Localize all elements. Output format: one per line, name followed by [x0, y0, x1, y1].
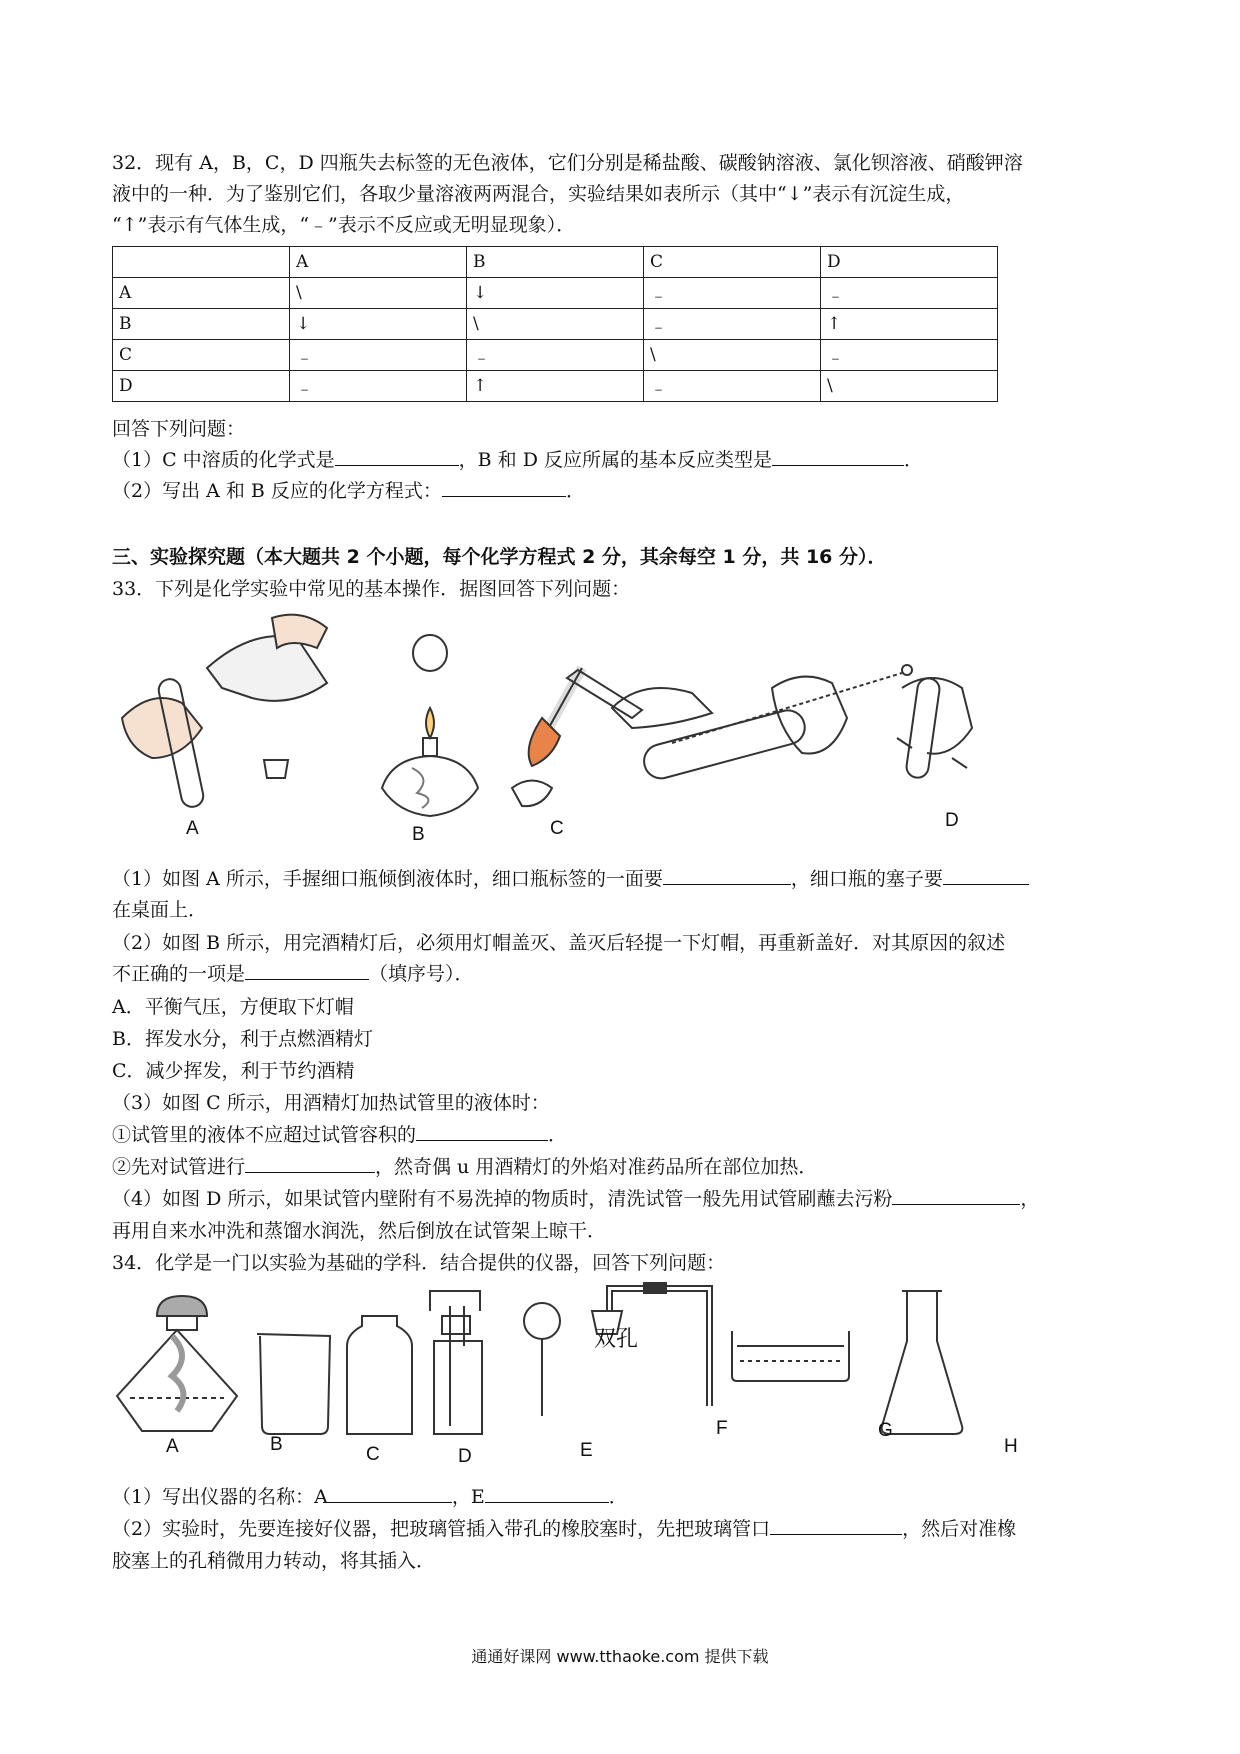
washing-test-tube-illustration — [897, 677, 972, 779]
q33-option-c: C．减少挥发，利于节约酒精 — [112, 1060, 355, 1082]
q33-part1-line2: 在桌面上． — [112, 899, 208, 921]
q34-part2-text-a: （2）实验时，先要连接好仪器，把玻璃管插入带孔的橡胶塞时，先把玻璃管口 — [112, 1518, 771, 1540]
table-cell: \ — [290, 278, 467, 309]
table-cell: \ — [467, 309, 644, 340]
answer-blank[interactable] — [245, 961, 369, 980]
alcohol-lamp-illustration — [382, 635, 478, 816]
q34-part1-text-a: （1）写出仪器的名称：A — [112, 1486, 328, 1508]
q34-part2-text-b: ，然后对准橡 — [902, 1518, 1017, 1540]
q32-part2-text-a: （2）写出 A 和 B 反应的化学方程式： — [112, 480, 442, 502]
q32-stem-line3: “↑”表示有气体生成，“﹣”表示不反应或无明显现象）． — [112, 214, 576, 236]
table-cell: ﹣ — [644, 278, 821, 309]
answer-blank[interactable] — [663, 866, 791, 885]
q33-part3: （3）如图 C 所示，用酒精灯加热试管里的液体时： — [112, 1092, 550, 1114]
figure-label-a: A — [186, 818, 199, 839]
q32-part2-text-b: ． — [565, 480, 585, 502]
q32-part2 — [112, 478, 585, 504]
beaker-icon — [257, 1334, 330, 1434]
q34-stem: 34．化学是一门以实验为基础的学科．结合提供的仪器，回答下列问题： — [112, 1252, 726, 1274]
answer-blank[interactable] — [416, 1122, 548, 1141]
q34-part2-line1 — [112, 1516, 1016, 1542]
reaction-table — [112, 246, 998, 402]
q34-part1-text-b: ，E — [451, 1486, 485, 1508]
table-cell: \ — [821, 371, 998, 402]
q33-part3-item1-text-a: ①试管里的液体不应超过试管容积的 — [112, 1124, 417, 1146]
q33-part3-item2 — [112, 1154, 817, 1180]
conical-flask-icon — [882, 1291, 963, 1434]
round-bottom-flask-icon — [524, 1303, 560, 1416]
test-tube-brush-illustration — [612, 665, 912, 782]
table-cell: ↑ — [821, 309, 998, 340]
table-row — [113, 278, 998, 309]
table-cell: ﹣ — [821, 278, 998, 309]
heating-test-tube-illustration — [512, 668, 642, 806]
q33-part3-item1-text-b: ． — [548, 1124, 568, 1146]
q33-part2-line2 — [112, 961, 474, 987]
table-header-row — [113, 247, 998, 278]
table-cell: ﹣ — [467, 340, 644, 371]
table-cell: ﹣ — [290, 371, 467, 402]
q32-stem-line1: 32．现有 A，B，C，D 四瓶失去标签的无色液体，它们分别是稀盐酸、碳酸钠溶液、氯化钡溶液、硝酸钾溶 — [112, 152, 1023, 174]
instruments-figure — [112, 1286, 1072, 1456]
figure-label-h: H — [1004, 1436, 1018, 1457]
double-hole-label: 双孔 — [594, 1327, 639, 1352]
figure-label-g: G — [878, 1420, 893, 1441]
q32-stem-line2: 液中的一种．为了鉴别它们，各取少量溶液两两混合，实验结果如表所示（其中“↓”表示有沉淀生成， — [112, 183, 965, 205]
table-cell: ﹣ — [290, 340, 467, 371]
pouring-liquid-illustration — [122, 615, 327, 809]
q32-part1-text-b: ，B 和 D 反应所属的基本反应类型是 — [458, 449, 772, 471]
figure-label-b: B — [270, 1434, 283, 1455]
figure-label-c: C — [550, 818, 564, 839]
answer-blank[interactable] — [442, 478, 566, 497]
table-row — [113, 340, 998, 371]
alcohol-lamp-icon — [117, 1296, 237, 1431]
q32-answer-prompt: 回答下列问题： — [112, 418, 246, 440]
q33-part4-line2: 再用自来水冲洗和蒸馏水润洗，然后倒放在试管架上晾干． — [112, 1220, 607, 1242]
table-cell: C — [113, 340, 290, 371]
table-cell: C — [644, 247, 821, 278]
q34-part1 — [112, 1484, 628, 1510]
q32-part1-text-a: （1）C 中溶质的化学式是 — [112, 449, 335, 471]
answer-blank[interactable] — [943, 866, 1029, 885]
table-cell: A — [113, 278, 290, 309]
table-cell: B — [113, 309, 290, 340]
q33-part4-line1 — [112, 1186, 1039, 1212]
figure-label-c: C — [366, 1444, 380, 1465]
q33-option-a: A．平衡气压，方便取下灯帽 — [112, 996, 354, 1018]
answer-blank[interactable] — [328, 1484, 452, 1503]
table-cell: ↓ — [290, 309, 467, 340]
q33-part3-item2-text-b: ，然奇偶 u 用酒精灯的外焰对准药品所在部位加热． — [375, 1156, 818, 1178]
table-cell: \ — [644, 340, 821, 371]
water-trough-icon — [732, 1331, 849, 1381]
q33-part1-text-a: （1）如图 A 所示，手握细口瓶倾倒液体时，细口瓶标签的一面要 — [112, 868, 663, 890]
table-cell — [113, 247, 290, 278]
table-cell: A — [290, 247, 467, 278]
gas-washing-bottle-icon — [430, 1291, 482, 1434]
table-cell: ﹣ — [644, 309, 821, 340]
q33-part3-item1 — [112, 1122, 567, 1148]
figure-label-e: E — [580, 1440, 593, 1461]
q33-part2-text-c: （填序号）． — [369, 963, 474, 985]
table-cell: ﹣ — [644, 371, 821, 402]
q34-part1-text-c: ． — [608, 1486, 628, 1508]
q32-part1-text-c: ． — [904, 449, 924, 471]
table-cell: ↓ — [467, 278, 644, 309]
q34-part2-line2: 胶塞上的孔稍微用力转动，将其插入． — [112, 1550, 436, 1572]
table-cell: D — [821, 247, 998, 278]
answer-blank[interactable] — [772, 447, 904, 466]
table-cell: ﹣ — [821, 340, 998, 371]
answer-blank[interactable] — [335, 447, 459, 466]
figure-label-b: B — [412, 824, 425, 845]
section-3-title: 三、实验探究题（本大题共 2 个小题，每个化学方程式 2 分，其余每空 1 分，共 16 分）． — [112, 546, 887, 568]
q32-part1 — [112, 447, 923, 473]
figure-label-a: A — [166, 1436, 179, 1457]
q33-part1-line1 — [112, 866, 1029, 892]
answer-blank[interactable] — [770, 1516, 902, 1535]
q33-option-b: B．挥发水分，利于点燃酒精灯 — [112, 1028, 373, 1050]
answer-blank[interactable] — [485, 1484, 609, 1503]
q33-part2-text-b: 不正确的一项是 — [112, 963, 246, 985]
q33-part2-line1: （2）如图 B 所示，用完酒精灯后，必须用灯帽盖灭、盖灭后轻提一下灯帽，再重新盖好．对其原因的叙述 — [112, 932, 1006, 954]
q33-part4-text-a: （4）如图 D 所示，如果试管内壁附有不易洗掉的物质时，清洗试管一般先用试管刷蘸去污粉 — [112, 1188, 893, 1210]
figure-label-d: D — [458, 1446, 472, 1467]
page-footer: 通通好课网 www.tthaoke.com 提供下载 — [471, 1647, 769, 1666]
q33-stem: 33．下列是化学实验中常见的基本操作．据图回答下列问题： — [112, 578, 631, 600]
table-cell: D — [113, 371, 290, 402]
table-cell: ↑ — [467, 371, 644, 402]
figure-label-f: F — [716, 1418, 728, 1439]
figure-label-d: D — [945, 810, 959, 831]
answer-blank[interactable] — [245, 1154, 375, 1173]
table-cell: B — [467, 247, 644, 278]
q33-part1-text-b: ，细口瓶的塞子要 — [790, 868, 943, 890]
reagent-bottle-icon — [347, 1316, 412, 1434]
q33-part4-text-b: ， — [1020, 1188, 1040, 1210]
answer-blank[interactable] — [892, 1186, 1020, 1205]
table-row — [113, 371, 998, 402]
q33-part3-item2-text-a: ②先对试管进行 — [112, 1156, 246, 1178]
table-row — [113, 309, 998, 340]
